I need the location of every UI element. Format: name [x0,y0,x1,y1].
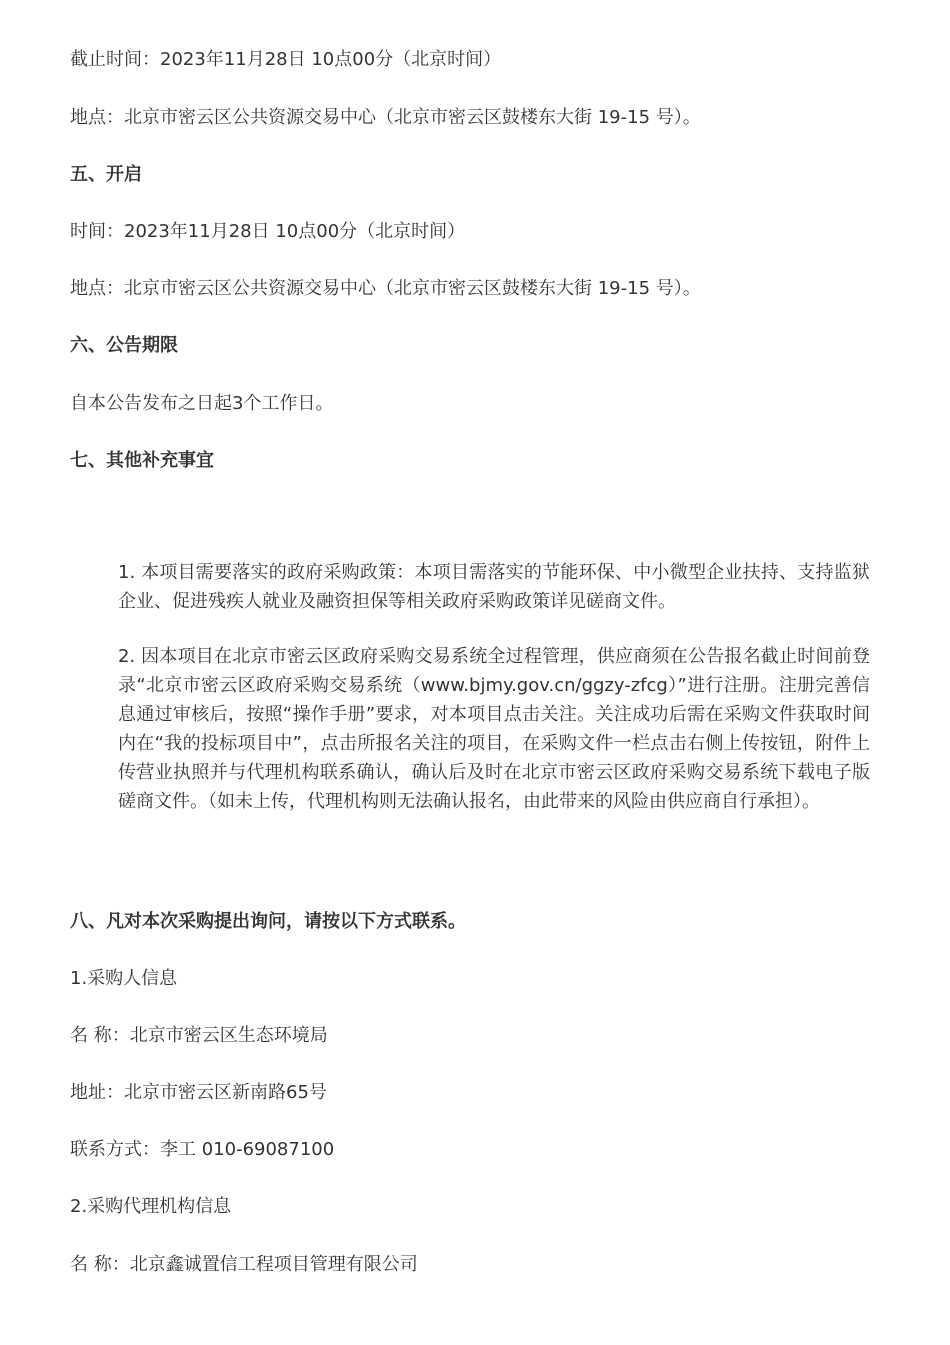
supplementary-item-1: 1. 本项目需要落实的政府采购政策：本项目需落实的节能环保、中小微型企业扶持、支持监狱企业、促进残疾人就业及融资担保等相关政府采购政策详见磋商文件。 [118,562,870,612]
opening-time: 时间：2023年11月28日 10点00分（北京时间） [70,221,466,242]
deadline-time: 截止时间：2023年11月28日 10点00分（北京时间） [70,49,502,70]
opening-location: 地点：北京市密云区公共资源交易中心（北京市密云区鼓楼东大街 19-15 号）。 [70,278,701,299]
purchaser-address: 地址：北京市密云区新南路65号 [70,1082,327,1103]
section-heading-notice-period: 六、公告期限 [70,335,178,356]
notice-period-text: 自本公告发布之日起3个工作日。 [70,393,334,414]
purchaser-info-title: 1.采购人信息 [70,968,178,989]
section-heading-supplementary: 七、其他补充事宜 [70,450,214,471]
deadline-location: 地点：北京市密云区公共资源交易中心（北京市密云区鼓楼东大街 19-15 号）。 [70,107,701,128]
purchaser-contact: 联系方式：李工 010-69087100 [70,1139,335,1160]
agency-name: 名 称：北京鑫诚置信工程项目管理有限公司 [70,1254,418,1275]
purchaser-name: 名 称：北京市密云区生态环境局 [70,1025,328,1046]
section-heading-contact: 八、凡对本次采购提出询问，请按以下方式联系。 [70,911,466,932]
agency-info-title: 2.采购代理机构信息 [70,1196,232,1217]
supplementary-item-2: 2. 因本项目在北京市密云区政府采购交易系统全过程管理，供应商须在公告报名截止时间前登录“北京市密云区政府采购交易系统（www.bjmy.gov.cn/ggzy-zfcg）”进行注册。注册完善信息通过审核后，按照“操作手册”要求，对本项目点击关注。关注成功后需在采购文件获取时间内在“我的投标项目中”，点击所报名关注的项目，在采购文件一栏点击右侧上传按钮，附件上传营业执照并与代理机构联系确认，确认后及时在北京市密云区政府采购交易系统下载电子版磋商文件。（如未上传，代理机构则无法确认报名，由此带来的风险由供应商自行承担）。 [118,646,870,812]
section-heading-opening: 五、开启 [70,164,142,185]
